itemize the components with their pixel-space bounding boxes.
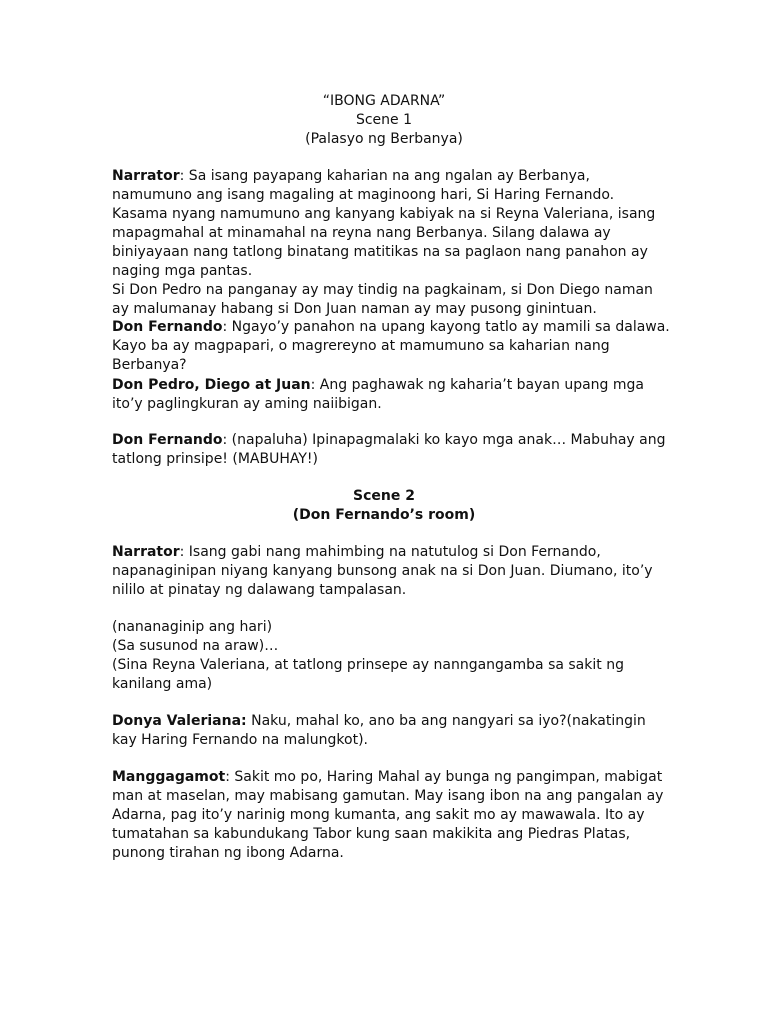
speaker-label: Narrator <box>112 168 180 184</box>
narrator-line-2: Si Don Pedro na panganay ay may tindig na pagkainam, si Don Diego naman ay malumanay habang si Don Juan naman ay may pusong ginintuan. <box>112 282 653 317</box>
dialogue-text: : Sa isang payapang kaharian na ang ngalan ay Berbanya, namumuno ang isang magaling at maginoong hari, Si Haring Fernando. Kasama nyang namumuno ang kanyang kabiyak na si Reyna Valeriana, isang mapagmahal at minamahal na reyna nang Berbanya. Silang dalawa ay biniyayaan nang tatlong binatang matitikas na sa paglaon nang panahon ay naging mga pantas. <box>112 168 656 279</box>
don-fernando-paragraph-2 <box>112 431 672 469</box>
dialogue-text: : (napaluha) Ipinapagmalaki ko kayo mga anak… Mabuhay ang tatlong prinsipe! (MABUHAY!) <box>112 432 666 467</box>
dialogue-text: : Sakit mo po, Haring Mahal ay bunga ng pangimpan, mabigat man at maselan, may mabisang gamutan. May isang ibon na ang pangalan ay Adarna, pag ito’y narinig mong kumanta, ang sakit mo ay mawawala. Ito ay tumatahan sa kabundukang Tabor kung saan makikita ang Piedras Platas, punong tirahan ng ibong Adarna. <box>112 769 664 861</box>
princes-paragraph <box>112 376 672 414</box>
speaker-label: Don Pedro, Diego at Juan <box>112 377 311 393</box>
dialogue-text: : Ngayo’y panahon na upang kayong tatlo ay mamili sa dalawa. Kayo ba ay magpapari, o magrereyno at mamumuno sa kaharian nang Berbanya? <box>112 319 670 373</box>
scene-1-setting: (Palasyo ng Berbanya) <box>305 131 463 147</box>
play-title: “IBONG ADARNA” <box>322 93 446 109</box>
dialogue-text: Naku, mahal ko, ano ba ang nangyari sa iyo?(nakatingin kay Haring Fernando na malungkot). <box>112 713 646 748</box>
narrator-line-1 <box>112 167 672 281</box>
speaker-label: Narrator <box>112 544 180 560</box>
speaker-label: Don Fernando <box>112 319 223 335</box>
scene-2-header <box>0 487 768 525</box>
speaker-label: Donya Valeriana: <box>112 713 247 729</box>
manggagamot-paragraph <box>112 768 672 863</box>
document-header <box>0 92 768 149</box>
stage-direction: (nananaginip ang hari) <box>112 619 273 635</box>
stage-direction: (Sina Reyna Valeriana, at tatlong prinsepe ay nanngangamba sa sakit ng kanilang ama) <box>112 657 624 692</box>
scene-2-heading: Scene 2 <box>353 488 415 504</box>
narrator-paragraph-2 <box>112 543 672 600</box>
dialogue-text: : Isang gabi nang mahimbing na natutulog si Don Fernando, napanaginipan niyang kanyang bunsong anak na si Don Juan. Diumano, ito’y nililo at pinatay ng dalawang tampalasan. <box>112 544 653 598</box>
narrator-paragraph-1 <box>112 167 672 319</box>
scene-2-setting: (Don Fernando’s room) <box>292 507 476 523</box>
dialogue-text: : Ang paghawak ng kaharia’t bayan upang mga ito’y paglingkuran ay aming naiibigan. <box>112 377 644 412</box>
donya-valeriana-paragraph <box>112 712 672 750</box>
scene-1-heading: Scene 1 <box>355 112 413 128</box>
stage-direction: (Sa susunod na araw)… <box>112 638 279 654</box>
speaker-label: Don Fernando <box>112 432 223 448</box>
speaker-label: Manggagamot <box>112 769 226 785</box>
don-fernando-paragraph-1 <box>112 318 672 375</box>
stage-directions <box>112 618 672 694</box>
